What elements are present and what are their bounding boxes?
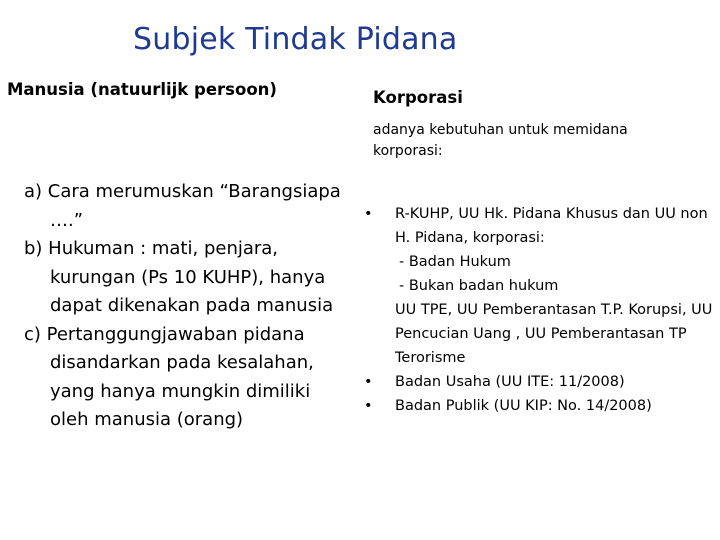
bullet-line: Badan Publik (UU KIP: No. 14/2008) [395,398,652,414]
right-bullet-list [360,202,715,418]
right-intro-text: adanya kebutuhan untuk memidana korporasi: [373,122,628,159]
left-column-heading: Manusia (natuurlijk persoon) [7,80,277,99]
bullet-icon: • [364,206,373,222]
left-list [24,178,344,435]
bullet-line: R-KUHP, UU Hk. Pidana Khusus dan UU non H. Pidana, korporasi: [395,206,708,246]
slide-title: Subjek Tindak Pidana [133,22,458,57]
right-column-heading: Korporasi [373,88,463,107]
bullet-item [360,394,715,418]
list-item: b) Hukuman : mati, penjara, kurungan (Ps 10 KUHP), hanya dapat dikenakan pada manusia [24,238,334,316]
bullet-icon: • [364,398,373,414]
list-item: c) Pertanggungjawaban pidana disandarkan pada kesalahan, yang hanya mungkin dimiliki oleh manusia (orang) [24,323,314,430]
bullet-subline: - Badan Hukum [399,254,511,270]
bullet-line: UU TPE, UU Pemberantasan T.P. Korupsi, UU Pencucian Uang , UU Pemberantasan TP Terorisme [395,302,713,366]
bullet-icon: • [364,374,373,390]
bullet-subline: - Bukan badan hukum [399,278,559,294]
bullet-item [360,202,715,370]
bullet-item [360,370,715,394]
bullet-line: Badan Usaha (UU ITE: 11/2008) [395,374,625,390]
list-item: a) Cara merumuskan “Barangsiapa ….” [24,181,341,231]
